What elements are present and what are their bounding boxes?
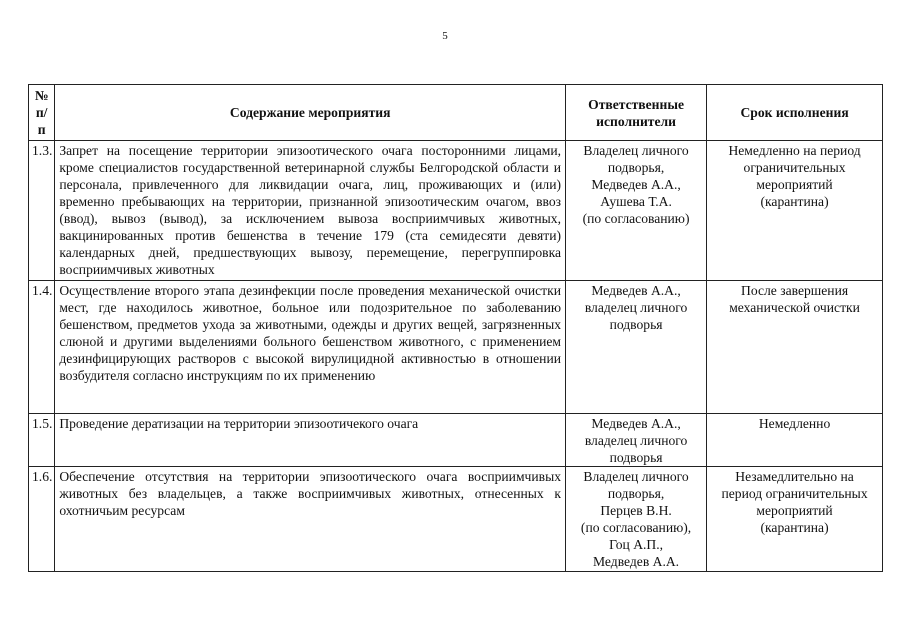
responsible-line: подворья: [609, 317, 663, 332]
row-responsible: [566, 281, 707, 414]
row-content: Обеспечение отсутствия на территории эпизоотического очага восприимчивых животных без владельцев, а также восприимчивых животных, отнесенных к охотничьим ресурсам: [55, 467, 566, 572]
row-responsible: [566, 141, 707, 281]
responsible-line: подворья: [609, 450, 663, 465]
responsible-line: Медведев А.А.: [593, 554, 680, 569]
responsible-line: (по согласованию),: [580, 520, 692, 535]
row-deadline: [707, 141, 883, 281]
measures-table: [28, 84, 883, 572]
responsible-line: Медведев А.А.,: [591, 283, 681, 298]
responsible-line: Медведев А.А.,: [591, 416, 681, 431]
responsible-line: Перцев В.Н.: [600, 503, 672, 518]
header-deadline: Срок исполнения: [707, 85, 883, 141]
row-deadline: [707, 467, 883, 572]
row-responsible: [566, 467, 707, 572]
responsible-line: Аушева Т.А.: [600, 194, 672, 209]
deadline-line: После завершения: [741, 283, 849, 298]
row-num: 1.6.: [29, 467, 55, 572]
deadline-line: ограничительных: [743, 160, 846, 175]
page-number: 5: [442, 30, 448, 42]
table-header-row: [29, 85, 883, 141]
deadline-line: Немедленно: [758, 416, 831, 431]
responsible-line: Медведев А.А.,: [591, 177, 681, 192]
row-num: 1.4.: [29, 281, 55, 414]
responsible-line: подворья,: [607, 486, 665, 501]
table-row: [29, 467, 883, 572]
deadline-line: мероприятий: [756, 503, 833, 518]
row-num: 1.3.: [29, 141, 55, 281]
responsible-line: владелец личного: [584, 300, 688, 315]
responsible-line: подворья,: [607, 160, 665, 175]
row-deadline: [707, 414, 883, 467]
responsible-line: Владелец личного: [583, 469, 689, 484]
table-row: [29, 281, 883, 414]
responsible-line: (по согласованию): [582, 211, 690, 226]
header-responsible: Ответственные исполнители: [566, 85, 707, 141]
deadline-line: механической очистки: [729, 300, 860, 315]
responsible-line: Гоц А.П.,: [609, 537, 664, 552]
deadline-line: (карантина): [760, 520, 829, 535]
deadline-line: (карантина): [760, 194, 829, 209]
row-deadline: [707, 281, 883, 414]
deadline-line: мероприятий: [756, 177, 833, 192]
row-content: Запрет на посещение территории эпизоотического очага посторонними лицами, кроме специалистов государственной ветеринарной службы Белгородской области и персонала, привлеченного для ликвидации очага, лиц, проживающих и (или) временно пребывающих на территории, признанной эпизоотическим очагом, ввоз (ввод), вывоз (вывод), за исключением вывоза восприимчивых животных, вакцинированных против бешенства в течение 179 (ста семидесяти девяти) календарных дней, предшествующих вывозу, перемещение, перегруппировка восприимчивых животных: [55, 141, 566, 281]
responsible-line: владелец личного: [584, 433, 688, 448]
header-num: № п/п: [29, 85, 55, 141]
row-num: 1.5.: [29, 414, 55, 467]
row-content: Осуществление второго этапа дезинфекции после проведения механической очистки мест, где находилось животное, больное или подозрительное по заболеванию бешенством, предметов ухода за животными, одежды и других вещей, загрязненных слюной и другими выделениями больного бешенством животного, с применением дезинфицирующих растворов с высокой вирулицидной активностью в отношении возбудителя согласно инструкциям по их применению: [55, 281, 566, 414]
deadline-line: Незамедлительно на: [735, 469, 854, 484]
deadline-line: период ограничительных: [721, 486, 868, 501]
deadline-line: Немедленно на период: [728, 143, 861, 158]
row-responsible: [566, 414, 707, 467]
responsible-line: Владелец личного: [583, 143, 689, 158]
table-row: [29, 414, 883, 467]
table-row: [29, 141, 883, 281]
row-content: Проведение дератизации на территории эпизоотичекого очага: [55, 414, 566, 467]
header-content: Содержание мероприятия: [55, 85, 566, 141]
